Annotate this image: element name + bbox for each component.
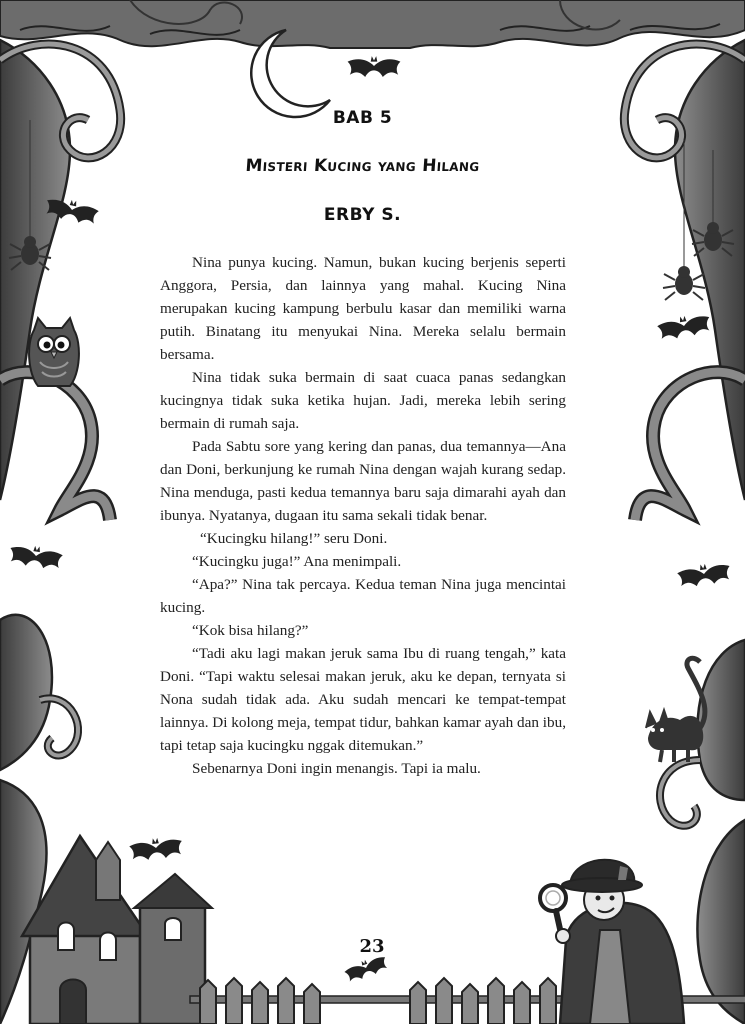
- bat-icon: [676, 561, 731, 589]
- chapter-heading: BAB 5: [332, 108, 393, 128]
- cat-icon: [646, 658, 705, 762]
- chapter-title: Misteri Kucing yang Hilang: [244, 156, 481, 176]
- author-name: ERBY S.: [323, 205, 402, 225]
- paragraph: “Tadi aku lagi makan jeruk sama Ibu di ruang tengah,” kata Doni. “Tapi waktu selesai makan jeruk, aku ke depan, ternyata si Nona sudah tidak ada. Aku sudah mencari ke tempat-tempat lainnya. Di kolong meja, tempat tidur, bahkan kamar ayah dan ibu, tapi tetap saja kucingku nggak ditemukan.”: [160, 645, 566, 754]
- paragraph: “Kucingku juga!” Ana menimpali.: [192, 553, 402, 570]
- owl-icon: [29, 318, 79, 386]
- bat-icon: [348, 56, 401, 77]
- bat-icon: [129, 835, 184, 861]
- bat-icon: [656, 312, 712, 342]
- bat-icon: [343, 953, 389, 984]
- cloud-icon: [0, 0, 745, 48]
- haunted-house-icon: [22, 836, 212, 1024]
- magnifying-glass-icon: [540, 885, 570, 943]
- curly-tree-icon: [624, 40, 745, 1024]
- paragraph: Nina punya kucing. Namun, bukan kucing berjenis seperti Anggora, Persia, dan lainnya yang mahal. Kucing Nina merupakan kucing kampung berbulu kasar dan memiliki warna putih. Binatang itu menyukai Nina. Mereka selalu bermain bersama.: [160, 254, 566, 363]
- paragraph: “Kucingku hilang!” seru Doni.: [200, 530, 388, 547]
- paragraph: Pada Sabtu sore yang kering dan panas, dua temannya—Ana dan Doni, berkunjung ke rumah Nina dengan wajah kurang sedap. Nina menduga, pasti kedua temannya baru saja dimarahi ayah dan ibunya. Nyatanya, dugaan itu sama sekali tidak benar.: [160, 438, 566, 524]
- page-number: 23: [359, 936, 385, 957]
- paragraph: Sebenarnya Doni ingin menangis. Tapi ia malu.: [192, 760, 481, 777]
- story-text: [160, 251, 566, 780]
- detective-icon: [560, 860, 684, 1024]
- bat-icon: [8, 543, 63, 571]
- paragraph: “Kok bisa hilang?”: [192, 622, 309, 639]
- paragraph: “Apa?” Nina tak percaya. Kedua teman Nina juga mencintai kucing.: [160, 576, 566, 616]
- paragraph: Nina tidak suka bermain di saat cuaca panas sedangkan kucingnya tidak suka ketika hujan. Jadi, mereka lebih sering bermain di rumah saja.: [160, 369, 566, 432]
